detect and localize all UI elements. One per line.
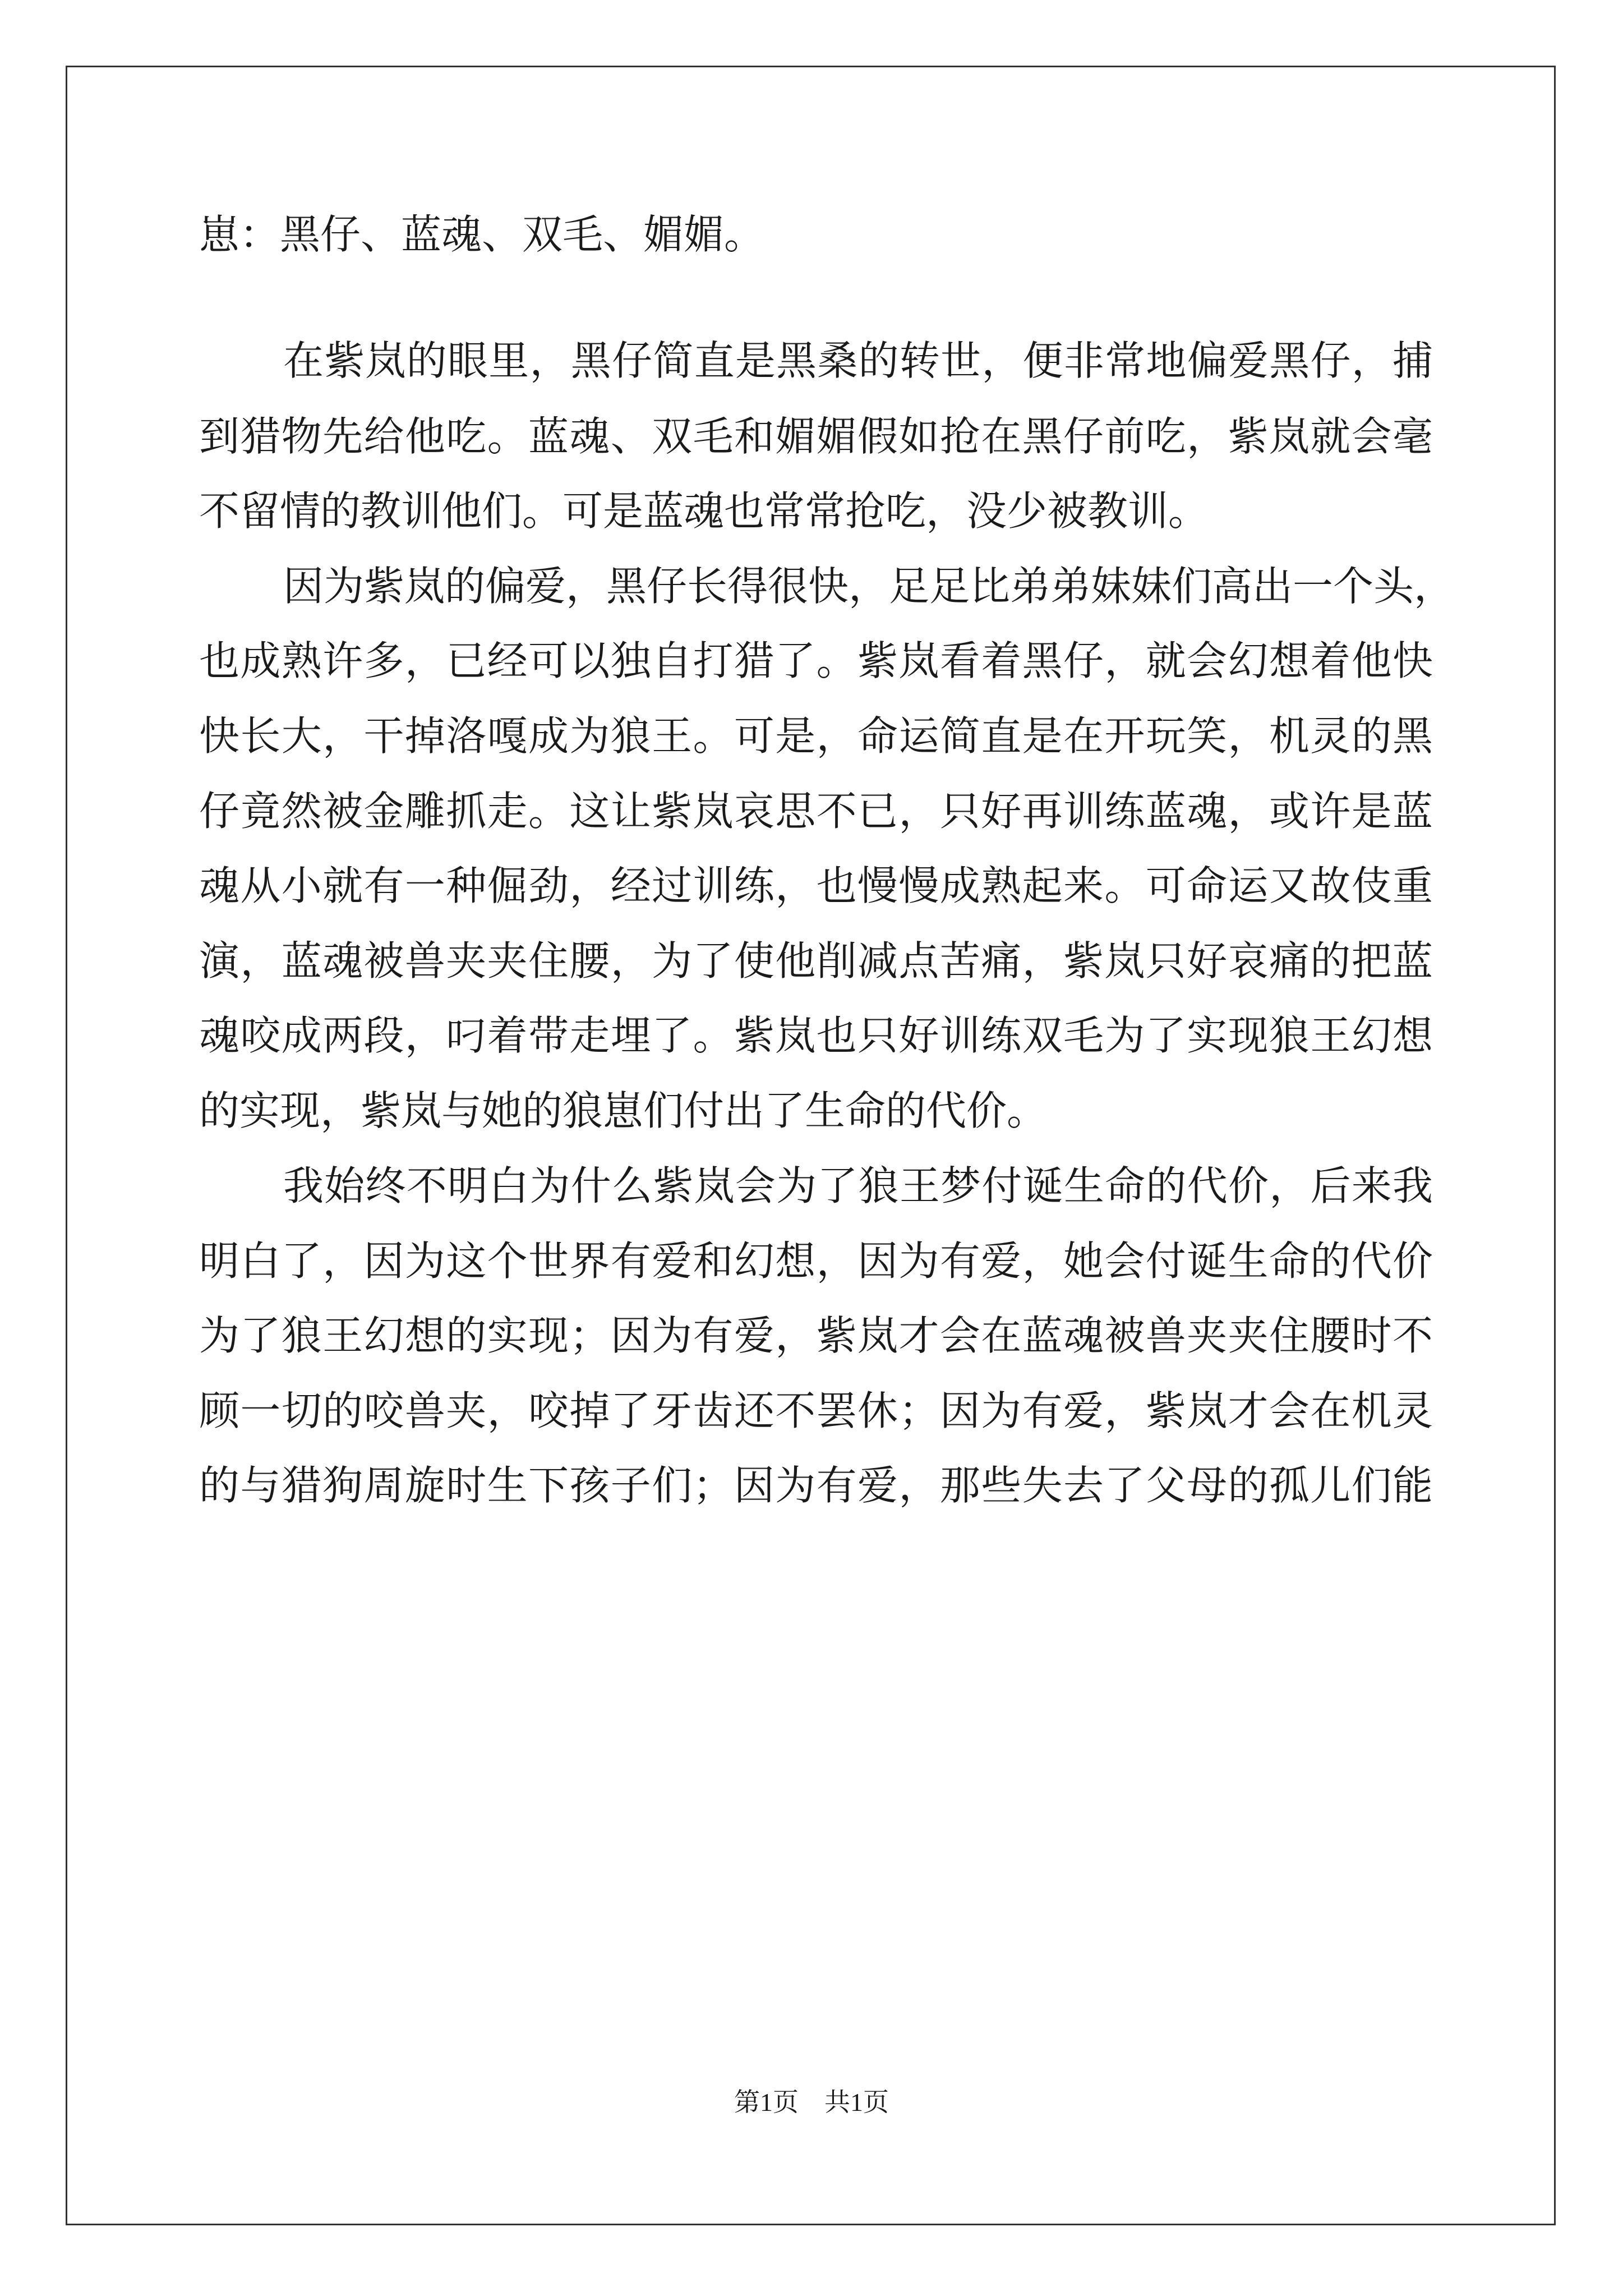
text-line-2: 在紫岚的眼里，黑仔简直是黑桑的转世，便非常地偏爱黑仔，捕 — [283, 337, 1433, 384]
text-line-13: 我始终不明白为什么紫岚会为了狼王梦付诞生命的代价，后来我 — [283, 1162, 1433, 1209]
text-line-1: 崽：黑仔、蓝魂、双毛、媚媚。 — [199, 211, 765, 258]
text-line-4: 不留情的教训他们。可是蓝魂也常常抢吃，没少被教训。 — [199, 487, 1209, 535]
text-line-16: 顾一切的咬兽夹，咬掉了牙齿还不罢休；因为有爱，紫岚才会在机灵 — [199, 1387, 1433, 1434]
text-line-8: 仔竟然被金雕抓走。这让紫岚哀思不已，只好再训练蓝魂，或许是蓝 — [199, 788, 1433, 835]
text-line-9: 魂从小就有一种倔劲，经过训练，也慢慢成熟起来。可命运又故伎重 — [199, 862, 1433, 909]
text-line-15: 为了狼王幻想的实现；因为有爱，紫岚才会在蓝魂被兽夹夹住腰时不 — [199, 1312, 1433, 1359]
page-number-footer: 第1页 共1页 — [734, 2088, 889, 2116]
text-line-6: 也成熟许多，已经可以独自打猎了。紫岚看着黑仔，就会幻想着他快 — [199, 637, 1433, 684]
text-line-11: 魂咬成两段，叼着带走埋了。紫岚也只好训练双毛为了实现狼王幻想 — [199, 1012, 1433, 1059]
text-line-3: 到猎物先给他吃。蓝魂、双毛和媚媚假如抢在黑仔前吃，紫岚就会毫 — [199, 413, 1433, 460]
text-line-10: 演，蓝魂被兽夹夹住腰，为了使他削减点苦痛，紫岚只好哀痛的把蓝 — [199, 937, 1433, 984]
text-line-5: 因为紫岚的偏爱，黑仔长得很快，足足比弟弟妹妹们高出一个头， — [283, 563, 1455, 610]
text-line-17: 的与猎狗周旋时生下孩子们；因为有爱，那些失去了父母的孤儿们能 — [199, 1462, 1433, 1509]
text-line-7: 快长大，干掉洛嘎成为狼王。可是，命运简直是在开玩笑，机灵的黑 — [199, 712, 1433, 760]
text-line-14: 明白了，因为这个世界有爱和幻想，因为有爱，她会付诞生命的代价 — [199, 1237, 1433, 1285]
text-line-12: 的实现，紫岚与她的狼崽们付出了生命的代价。 — [199, 1087, 1048, 1134]
